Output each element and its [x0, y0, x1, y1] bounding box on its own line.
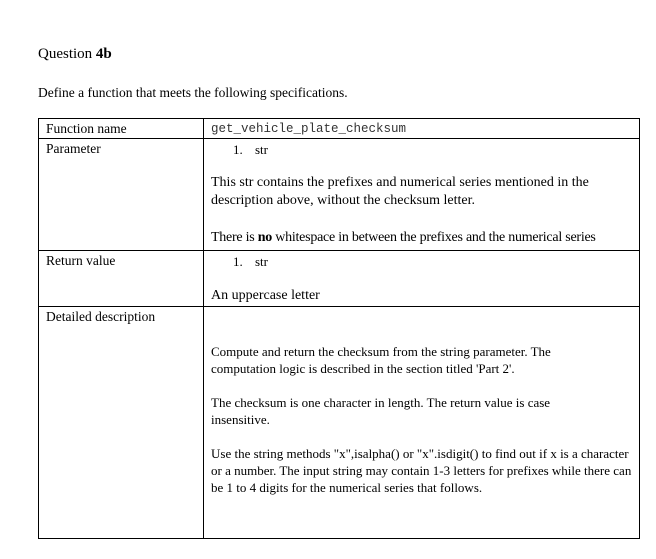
parameter-cell	[204, 139, 640, 251]
parameter-list-value: str	[255, 142, 268, 157]
spec-table	[38, 118, 640, 539]
intro-text: Define a function that meets the following specifications.	[38, 85, 348, 100]
function-name-cell	[204, 119, 640, 139]
question-heading	[38, 44, 112, 64]
question-label: Question	[38, 46, 93, 62]
return-list-value: str	[255, 254, 268, 269]
row-return-value	[39, 251, 640, 307]
return-value-cell	[204, 251, 640, 307]
return-list-item	[211, 253, 639, 271]
parameter-desc-2: There is no whitespace in between the prefixes and the numerical series	[211, 230, 596, 245]
detailed-description-cell	[204, 307, 640, 539]
detailed-desc-p1: Compute and return the checksum from the string parameter. The computation logic is described in the section titled 'Part 2'.	[211, 344, 551, 376]
question-number: 4b	[95, 46, 112, 62]
parameter-list-number: 1.	[233, 142, 243, 157]
detailed-desc-p3: Use the string methods "x",isalpha() or "x".isdigit() to find out if x is a character or a number. The input string may contain 1-3 letters for prefixes while there can be 1 to 4 digits for the numerical series that follows.	[211, 446, 632, 495]
return-list-number: 1.	[233, 254, 243, 269]
row-function-name	[39, 119, 640, 139]
row-detailed-description	[39, 307, 640, 539]
function-name-value: get_vehicle_plate_checksum	[211, 122, 407, 136]
parameter-desc-1: This str contains the prefixes and numerical series mentioned in the description above, without the checksum letter.	[211, 175, 589, 208]
parameter-list-item	[211, 141, 639, 159]
parameter-desc-2-bold: no	[257, 230, 273, 245]
detailed-desc-p2: The checksum is one character in length. The return value is case insensitive.	[211, 395, 551, 427]
return-value-label: Return value	[39, 251, 204, 307]
row-parameter	[39, 139, 640, 251]
parameter-label: Parameter	[39, 139, 204, 251]
detailed-description-label: Detailed description	[39, 307, 204, 539]
return-desc: An uppercase letter	[211, 288, 320, 303]
function-name-label: Function name	[39, 119, 204, 139]
